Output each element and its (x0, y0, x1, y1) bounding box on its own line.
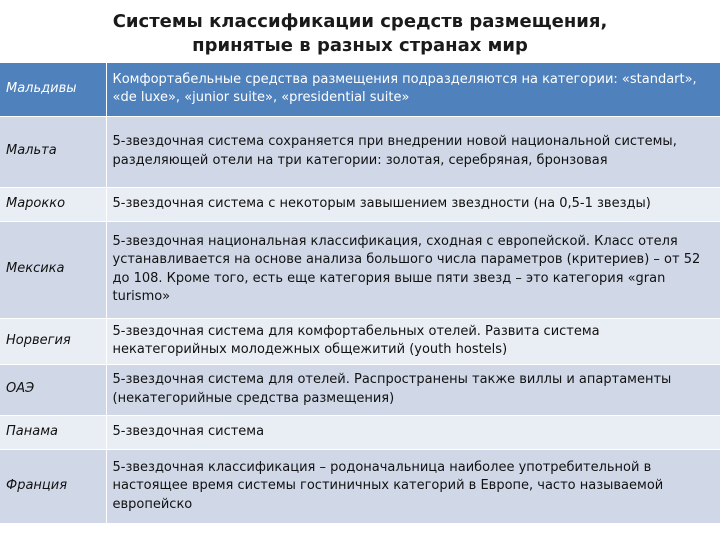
description-cell: 5-звездочная система (106, 415, 720, 449)
table-row-norway (0, 318, 720, 364)
table-row-uae (0, 364, 720, 415)
description-cell: 5-звездочная система сохраняется при внедрении новой национальной системы, разделяющей отели на три категории: золотая, серебряная, бронзовая (106, 116, 720, 187)
country-cell: Мальта (0, 116, 106, 187)
country-cell: Панама (0, 415, 106, 449)
table-row-panama (0, 415, 720, 449)
description-cell: 5-звездочная национальная классификация, сходная с европейской. Класс отеля устанавливается на основе анализа большого числа параметров (критериев) – от 52 до 108. Кроме того, есть еще категория выше пяти звезд – это категория «gran turismo» (106, 221, 720, 318)
slide-title-line-1: Системы классификации средств размещения, (112, 11, 608, 32)
table-row-morocco (0, 187, 720, 221)
description-cell: 5-звездочная система для отелей. Распространены также виллы и апартаменты (некатегорийные средства размещения) (106, 364, 720, 415)
classification-table (0, 63, 720, 523)
description-cell: 5-звездочная классификация – родоначальница наиболее употребительной в настоящее время системы гостиничных категорий в Европе, часто называемой европейско (106, 449, 720, 523)
table-row-mexico (0, 221, 720, 318)
country-cell: Франция (0, 449, 106, 523)
description-cell: 5-звездочная система с некоторым завышением звездности (на 0,5-1 звезды) (106, 187, 720, 221)
country-cell: Мальдивы (0, 63, 106, 116)
table-row-maldives (0, 63, 720, 116)
description-cell: 5-звездочная система для комфортабельных отелей. Развита система некатегорийных молодежных общежитий (youth hostels) (106, 318, 720, 364)
slide-title (0, 10, 720, 58)
country-cell: ОАЭ (0, 364, 106, 415)
country-cell: Марокко (0, 187, 106, 221)
country-cell: Норвегия (0, 318, 106, 364)
table-row-malta (0, 116, 720, 187)
table-row-france (0, 449, 720, 523)
slide-title-line-2: принятые в разных странах мир (192, 35, 528, 56)
country-cell: Мексика (0, 221, 106, 318)
description-cell: Комфортабельные средства размещения подразделяются на категории: «standart», «de luxe», «junior suite», «presidential suite» (106, 63, 720, 116)
